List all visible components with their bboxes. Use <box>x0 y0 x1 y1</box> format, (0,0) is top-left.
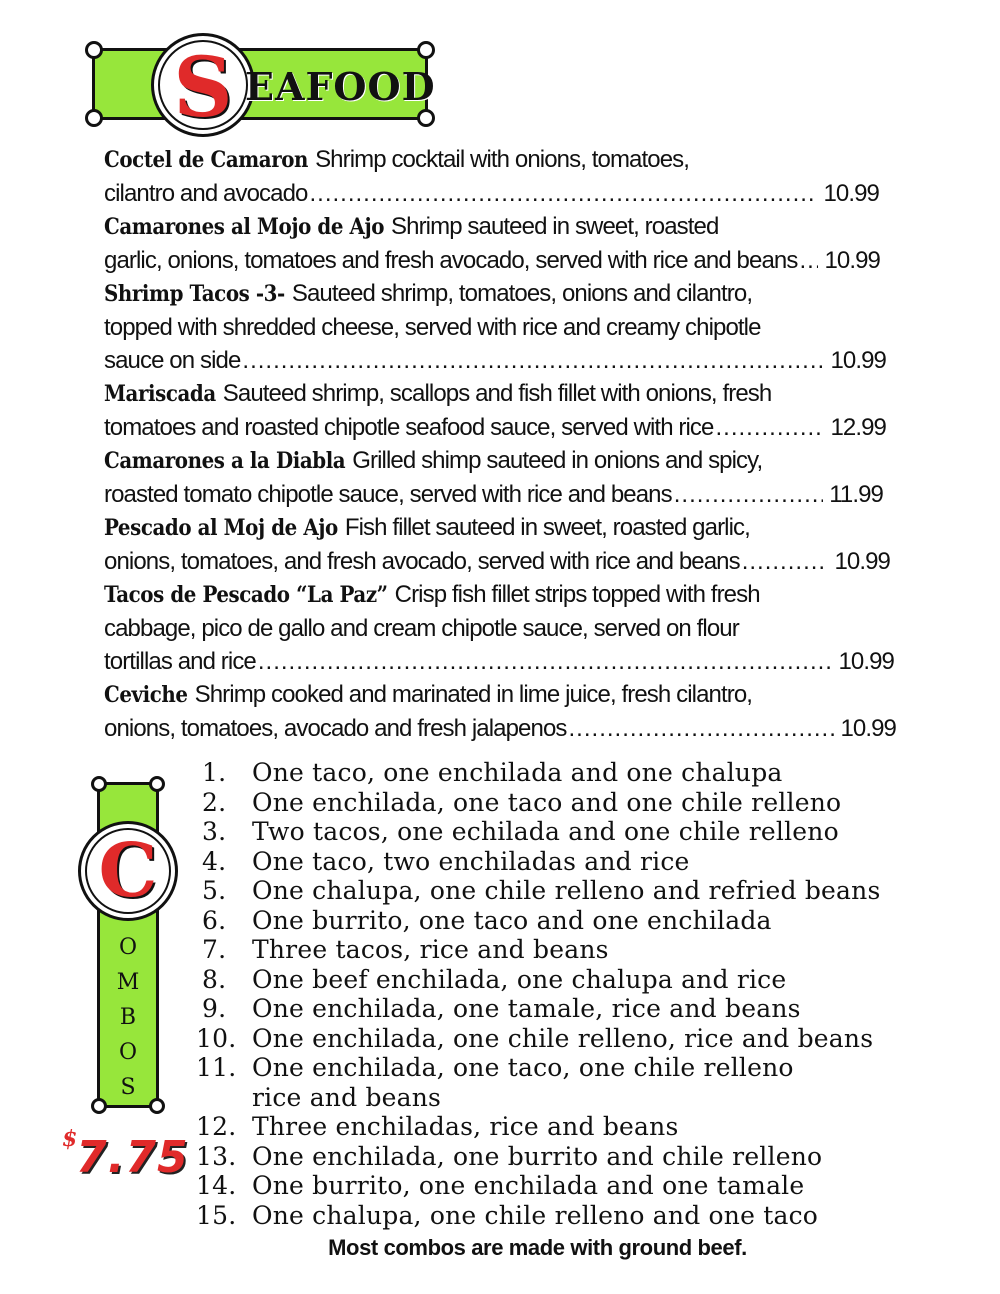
item-description: onions, tomatoes, and fresh avocado, served with rice and beans <box>104 548 740 575</box>
item-description: Sauteed shrimp, scallops and fish fillet with onions, fresh <box>222 380 772 407</box>
combos-footnote: Most combos are made with ground beef. <box>328 1235 747 1260</box>
combo-number: 9. <box>202 994 227 1023</box>
banner-corner <box>417 41 435 59</box>
combo-description-continued: rice and beans <box>252 1082 442 1112</box>
combo-item <box>196 1112 986 1142</box>
item-price: 12.99 <box>830 414 886 441</box>
combo-item <box>196 1053 986 1112</box>
combo-price-amount: 7.75 <box>76 1132 189 1183</box>
item-description: tomatoes and roasted chipotle seafood sauce, served with rice <box>104 414 714 441</box>
combos-banner <box>97 782 159 1108</box>
dot-leader <box>569 712 835 745</box>
dot-leader <box>258 645 833 678</box>
item-price: 10.99 <box>823 180 879 207</box>
item-description: onions, tomatoes, avocado and fresh jalapenos <box>104 715 567 742</box>
combo-number: 15. <box>196 1200 237 1230</box>
banner-corner <box>91 776 107 792</box>
combo-item <box>196 817 986 847</box>
seafood-menu <box>104 143 904 745</box>
dot-leader <box>715 411 824 444</box>
item-description: tortillas and rice <box>104 648 256 675</box>
item-price: 10.99 <box>838 648 894 675</box>
item-price: 10.99 <box>830 347 886 374</box>
combo-item <box>196 1142 986 1172</box>
combo-item <box>196 847 986 877</box>
combos-title-letter: B <box>119 1005 137 1030</box>
combo-description: One beef enchilada, one chalupa and rice <box>252 964 787 994</box>
seafood-initial: S <box>173 40 233 136</box>
seafood-banner <box>92 40 436 136</box>
menu-item <box>104 377 904 444</box>
item-description: cilantro and avocado <box>104 180 308 207</box>
dot-leader <box>799 244 818 277</box>
combo-description: Three enchiladas, rice and beans <box>252 1112 679 1141</box>
menu-item <box>104 678 904 745</box>
seafood-initial-disc <box>151 33 255 137</box>
item-price: 10.99 <box>824 247 880 274</box>
menu-item <box>104 578 904 678</box>
combo-number: 14. <box>196 1171 237 1200</box>
combo-price <box>62 1126 189 1186</box>
item-description: Shrimp sauteed in sweet, roasted <box>391 213 719 240</box>
combo-description: One enchilada, one tamale, rice and beans <box>252 994 801 1023</box>
item-description: Grilled shimp sauteed in onions and spicy, <box>352 447 763 474</box>
combo-number: 7. <box>202 935 227 964</box>
item-description: roasted tomato chipotle sauce, served with rice and beans <box>104 481 672 508</box>
combos-title-letter: O <box>118 935 138 960</box>
combo-description: One enchilada, one taco and one chile relleno <box>252 787 842 817</box>
item-name: Camarones al Mojo de Ajo <box>104 214 385 240</box>
item-name: Tacos de Pescado “La Paz” <box>104 582 388 608</box>
combo-item <box>196 935 986 965</box>
menu-item <box>104 511 904 578</box>
combos-title-letter: M <box>116 970 140 995</box>
menu-item <box>104 444 904 511</box>
combo-number: 4. <box>202 846 227 876</box>
item-description: topped with shredded cheese, served with rice and creamy chipotle <box>104 314 761 341</box>
combo-number: 6. <box>202 905 227 935</box>
combo-item <box>196 1024 986 1054</box>
combo-item <box>196 758 986 788</box>
currency-symbol: $ <box>62 1126 78 1152</box>
item-description: Shrimp cocktail with onions, tomatoes, <box>315 146 690 173</box>
combo-number: 1. <box>202 758 227 787</box>
item-description: Crisp fish fillet strips topped with fresh <box>394 581 760 608</box>
combo-number: 12. <box>196 1112 237 1141</box>
combo-description: One burrito, one taco and one enchilada <box>252 905 772 935</box>
item-price: 10.99 <box>840 715 896 742</box>
combo-number: 11. <box>196 1053 237 1082</box>
item-description: Sauteed shrimp, tomatoes, onions and cilantro, <box>291 280 753 307</box>
combo-description: Two tacos, one echilada and one chile relleno <box>252 817 839 846</box>
combo-item <box>196 1201 986 1231</box>
combo-item <box>196 876 986 906</box>
item-name: Coctel de Camaron <box>104 147 309 173</box>
combo-number: 8. <box>202 964 227 994</box>
item-price: 11.99 <box>829 481 883 508</box>
banner-corner <box>85 41 103 59</box>
combo-description: One enchilada, one taco, one chile relleno <box>252 1053 794 1082</box>
menu-item <box>104 143 904 210</box>
combo-number: 10. <box>196 1023 237 1053</box>
item-name: Mariscada <box>104 381 216 407</box>
dot-leader <box>310 177 818 210</box>
combos-initial: C <box>98 828 158 914</box>
combos-title <box>100 930 156 1105</box>
combo-description: One chalupa, one chile relleno and one taco <box>252 1200 819 1230</box>
seafood-title: EAFOOD <box>245 64 436 109</box>
dot-leader <box>742 545 829 578</box>
combo-description: One chalupa, one chile relleno and refried beans <box>252 876 881 905</box>
item-name: Camarones a la Diabla <box>104 448 346 474</box>
combos-title-letter: O <box>118 1040 138 1065</box>
combo-item <box>196 788 986 818</box>
combo-description: Three tacos, rice and beans <box>252 935 609 964</box>
combo-description: One taco, two enchiladas and rice <box>252 846 690 876</box>
item-price: 10.99 <box>834 548 890 575</box>
item-description: Shrimp cooked and marinated in lime juice, fresh cilantro, <box>194 681 753 708</box>
dot-leader <box>242 344 824 377</box>
item-name: Ceviche <box>104 682 188 708</box>
combo-description: One enchilada, one chile relleno, rice and beans <box>252 1023 874 1053</box>
combos-list <box>196 758 986 1230</box>
combo-description: One enchilada, one burrito and chile relleno <box>252 1141 823 1171</box>
dot-leader <box>674 478 823 511</box>
combos-title-letter: S <box>120 1075 136 1100</box>
menu-item <box>104 210 904 277</box>
combo-description: One taco, one enchilada and one chalupa <box>252 758 783 787</box>
item-description: Fish fillet sauteed in sweet, roasted garlic, <box>344 514 750 541</box>
item-name: Shrimp Tacos -3- <box>104 281 285 307</box>
item-description: sauce on side <box>104 347 241 374</box>
combo-number: 3. <box>202 817 227 846</box>
combos-initial-disc <box>78 821 178 921</box>
combo-item <box>196 965 986 995</box>
combo-description: One burrito, one enchilada and one tamale <box>252 1171 805 1200</box>
combo-number: 2. <box>202 787 227 817</box>
combo-item <box>196 1171 986 1201</box>
combo-item <box>196 906 986 936</box>
combo-item <box>196 994 986 1024</box>
combo-number: 13. <box>196 1141 237 1171</box>
item-name: Pescado al Moj de Ajo <box>104 515 338 541</box>
item-description: garlic, onions, tomatoes and fresh avocado, served with rice and beans <box>104 247 798 274</box>
menu-item <box>104 277 904 377</box>
banner-corner <box>85 109 103 127</box>
combo-number: 5. <box>202 876 227 905</box>
item-description: cabbage, pico de gallo and cream chipotle sauce, served on flour <box>104 615 739 642</box>
banner-corner <box>149 776 165 792</box>
